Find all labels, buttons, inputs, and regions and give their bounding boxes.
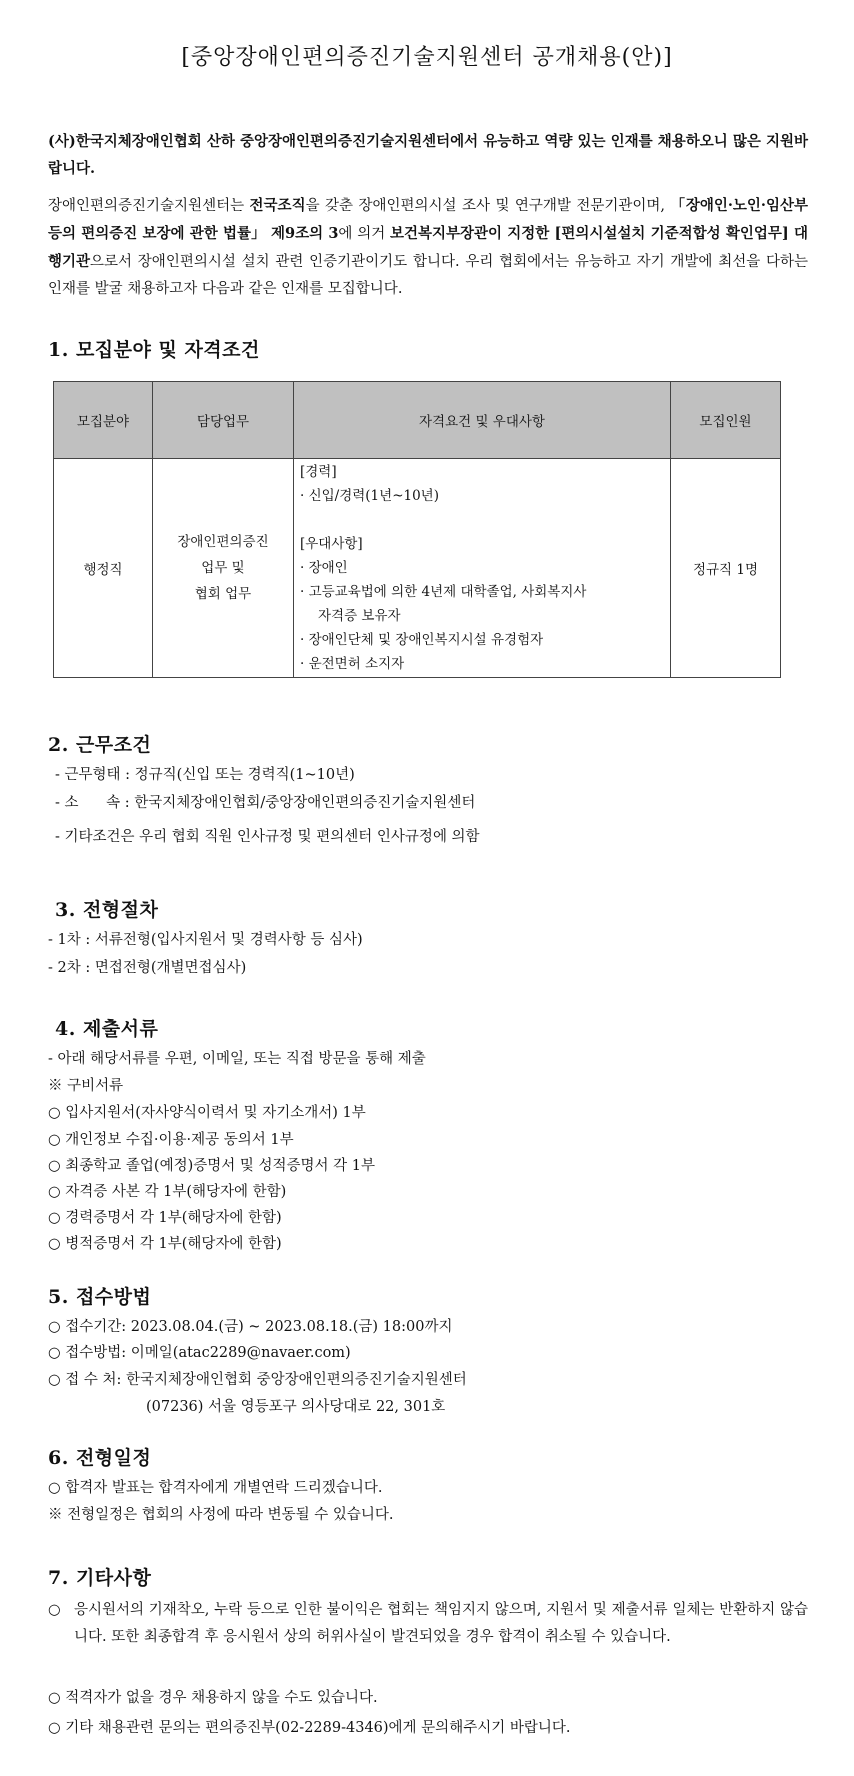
s6-item: ○ 합격자 발표는 합격자에게 개별연락 드리겠습니다. <box>48 1480 383 1496</box>
recruitment-table <box>53 381 781 678</box>
header-count: 모집인원 <box>671 382 781 459</box>
s6-item: ※ 전형일정은 협회의 사정에 따라 변동될 수 있습니다. <box>48 1507 394 1523</box>
s4-item: ○ 경력증명서 각 1부(해당자에 한함) <box>48 1210 282 1226</box>
cell-duty: 장애인편의증진 업무 및 협회 업무 <box>153 459 294 678</box>
section-2-heading: 2. 근무조건 <box>48 734 152 756</box>
page-title: [중앙장애인편의증진기술지원센터 공개채용(안)] <box>181 45 673 70</box>
header-duty: 담당업무 <box>153 382 294 459</box>
s4-item: ○ 개인정보 수집·이용·제공 동의서 1부 <box>48 1132 294 1148</box>
s3-item: - 2차 : 면접전형(개별면접심사) <box>48 960 247 976</box>
s2-item: - 근무형태 : 정규직(신입 또는 경력직(1~10년) <box>55 767 355 783</box>
s5-address: (07236) 서울 영등포구 의사당대로 22, 301호 <box>146 1399 446 1415</box>
s2-item: - 소 속 : 한국지체장애인협회/중앙장애인편의증진기술지원센터 <box>55 795 476 811</box>
s4-item: - 아래 해당서류를 우편, 이메일, 또는 직접 방문을 통해 제출 <box>48 1051 426 1067</box>
s4-item: ※ 구비서류 <box>48 1078 124 1094</box>
table-row <box>54 459 781 678</box>
section-7-heading: 7. 기타사항 <box>48 1567 152 1589</box>
intro-paragraph: 장애인편의증진기술지원센터는 전국조직을 갖춘 장애인편의시설 조사 및 연구개발 전문기관이며, 「장애인·노인·임산부 등의 편의증진 보장에 관한 법률」 제9조의 3에 의거 보건복지부장관이 지정한 [편의시설설치 기준적합성 확인업무] 대행기관으로서 장애인편의시설 설치 관련 인증기관이기도 합니다. 우리 협회에서는 유능하고 자기 개발에 최선을 다하는 인재를 발굴 채용하고자 다음과 같은 인재를 모집합니다. <box>48 197 808 297</box>
cell-field: 행정직 <box>54 459 153 678</box>
s4-item: ○ 입사지원서(자사양식이력서 및 자기소개서) 1부 <box>48 1105 366 1121</box>
s3-item: - 1차 : 서류전형(입사지원서 및 경력사항 등 심사) <box>48 932 363 948</box>
s7-item: ○ 적격자가 없을 경우 채용하지 않을 수도 있습니다. <box>48 1690 378 1706</box>
s4-item: ○ 자격증 사본 각 1부(해당자에 한함) <box>48 1184 287 1200</box>
s2-item: - 기타조건은 우리 협회 직원 인사규정 및 편의센터 인사규정에 의함 <box>55 829 480 845</box>
intro-bold-paragraph: (사)한국지체장애인협회 산하 중앙장애인편의증진기술지원센터에서 유능하고 역량 있는 인재를 채용하오니 많은 지원바랍니다. <box>48 133 808 177</box>
s5-item: ○ 접수방법: 이메일(atac2289@navaer.com) <box>48 1345 351 1361</box>
s7-item1-text: 응시원서의 기재착오, 누락 등으로 인한 불이익은 협회는 책임지지 않으며, 지원서 및 제출서류 일체는 반환하지 않습니다. 또한 최종합격 후 응시원서 상의 허위사실이 발견되었을 경우 합격이 취소될 수 있습니다. <box>74 1602 808 1645</box>
s4-item: ○ 병적증명서 각 1부(해당자에 한함) <box>48 1236 282 1252</box>
section-5-heading: 5. 접수방법 <box>48 1286 152 1308</box>
s7-item: ○ 기타 채용관련 문의는 편의증진부(02-2289-4346)에게 문의해주시기 바랍니다. <box>48 1720 571 1736</box>
s4-item: ○ 최종학교 졸업(예정)증명서 및 성적증명서 각 1부 <box>48 1158 375 1174</box>
header-field: 모집분야 <box>54 382 153 459</box>
s5-item: ○ 접 수 처: 한국지체장애인협회 중앙장애인편의증진기술지원센터 <box>48 1372 467 1388</box>
section-6-heading: 6. 전형일정 <box>48 1447 152 1469</box>
s7-item1-marker: ○ <box>48 1602 61 1618</box>
cell-requirements: [경력] · 신입/경력(1년~10년) [우대사항] · 장애인 · 고등교육법에 의한 4년제 대학졸업, 사회복지사 자격증 보유자 · 장애인단체 및 장애인복지시설 유경험자 · 운전면허 소지자 <box>294 459 671 678</box>
section-4-heading: 4. 제출서류 <box>55 1018 159 1040</box>
s5-item: ○ 접수기간: 2023.08.04.(금) ~ 2023.08.18.(금) 18:00까지 <box>48 1319 453 1335</box>
header-requirements: 자격요건 및 우대사항 <box>294 382 671 459</box>
section-3-heading: 3. 전형절차 <box>55 899 159 921</box>
cell-count: 정규직 1명 <box>671 459 781 678</box>
section-1-heading: 1. 모집분야 및 자격조건 <box>48 339 260 361</box>
table-header-row <box>54 382 781 459</box>
